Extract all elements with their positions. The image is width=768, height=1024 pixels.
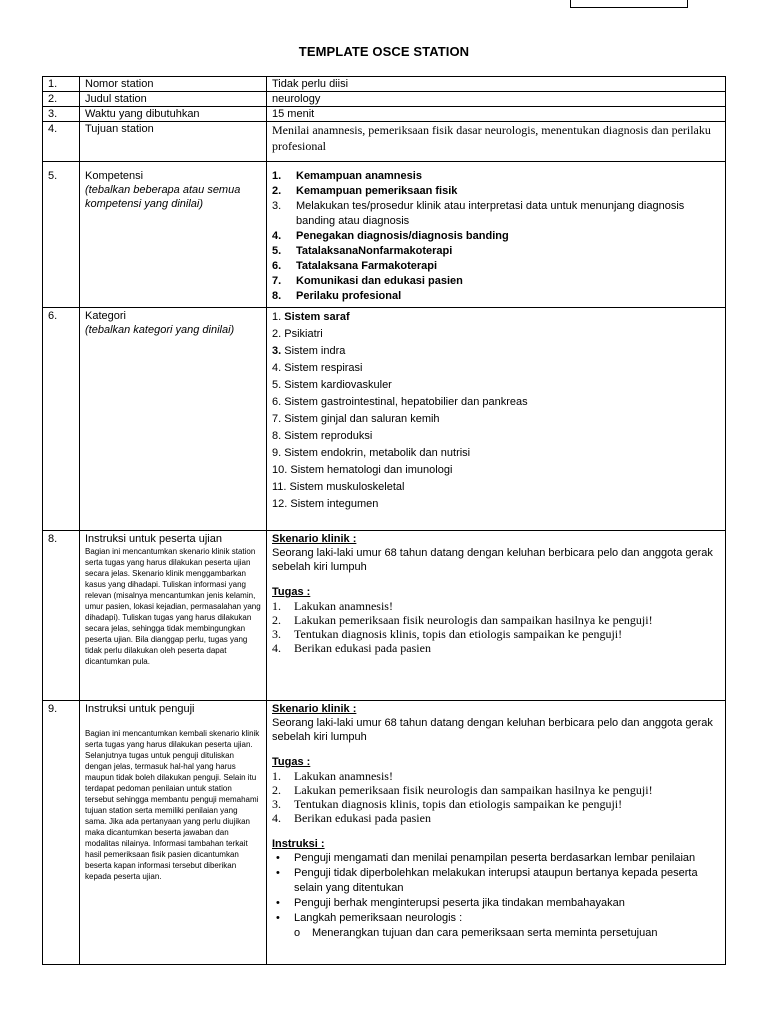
skenario-text: Seorang laki-laki umur 68 tahun datang dengan keluhan berbicara pelo dan anggota gerak sebelah kiri lumpuh — [272, 717, 713, 743]
list-item: 10. Sistem hematologi dan imunologi — [272, 464, 453, 476]
list-item: 3. Tentukan diagnosis klinis, topis dan etiologis sampaikan ke penguji! — [272, 627, 623, 641]
skenario-text: Seorang laki-laki umur 68 tahun datang dengan keluhan berbicara pelo dan anggota gerak sebelah kiri lumpuh — [272, 547, 713, 573]
row-number: 3. — [43, 107, 80, 122]
row-label: Tujuan station — [80, 122, 267, 162]
instruksi-list — [272, 851, 720, 926]
instruksi-sub-list — [272, 926, 720, 941]
tugas-heading: Tugas : — [272, 586, 311, 598]
list-item: 3. Melakukan tes/prosedur klinik atau interpretasi data untuk menunjang diagnosis banding atau diagnosis — [272, 200, 685, 227]
list-item: 9. Sistem endokrin, metabolik dan nutrisi — [272, 447, 471, 459]
row-label: Nomor station — [80, 77, 267, 92]
bullet-icon: • — [276, 852, 280, 864]
instruksi-heading: Instruksi : — [272, 838, 325, 850]
tugas-list — [272, 769, 720, 825]
list-item: 4. Berikan edukasi pada pasien — [272, 641, 431, 655]
list-item: • Penguji tidak diperbolehkan melakukan interupsi ataupun bertanya kepada peserta selain yang ditentukan — [276, 867, 698, 894]
page-corner-box — [570, 0, 688, 8]
list-item: 4. Sistem respirasi — [272, 362, 363, 374]
row-value: Tidak perlu diisi — [267, 77, 726, 92]
row-label: Judul station — [80, 92, 267, 107]
list-item: 1. Lakukan anamnesis! — [272, 769, 393, 783]
list-item: 1. Lakukan anamnesis! — [272, 599, 393, 613]
list-item: 2. Lakukan pemeriksaan fisik neurologis dan sampaikan hasilnya ke penguji! — [272, 783, 653, 797]
row-value: Menilai anamnesis, pemeriksaan fisik dasar neurologis, menentukan diagnosis dan perilaku profesional — [267, 122, 726, 162]
list-item: 4. Penegakan diagnosis/diagnosis banding — [272, 230, 509, 242]
row-number: 2. — [43, 92, 80, 107]
row-label: Kompetensi — [85, 170, 144, 182]
circle-bullet-icon: o — [294, 927, 301, 939]
tugas-list — [272, 599, 720, 655]
list-item: 12. Sistem integumen — [272, 498, 379, 510]
list-item: o Menerangkan tujuan dan cara pemeriksaan serta meminta persetujuan — [294, 927, 658, 939]
list-item: 2. Kemampuan pemeriksaan fisik — [272, 185, 458, 197]
list-item: 5. Sistem kardiovaskuler — [272, 379, 392, 391]
list-item: 7. Komunikasi dan edukasi pasien — [272, 275, 463, 287]
row-description: Bagian ini mencantumkan kembali skenario klinik serta tugas yang harus dilakukan peserta ujian. Selanjutnya tugas untuk penguji dituliskan dengan jelas, termasuk hal-hal yang harus maupun tidak boleh dilakukan penguji. Selain itu terdapat pedoman penilaian untuk station tersebut sehingga membantu penguji memahami tujuan station serta memiliki penilaian yang sama. Jika ada pertanyaan yang perlu diujikan maka dicantumkan beserta jawaban dan modalitas nilainya. Informasi tambahan terkait hasil pemeriksaan fisik pasien dicantumkan beserta kapan informasi tersebut diberikan kepada peserta ujian. — [85, 729, 260, 881]
row-description: Bagian ini mencantumkan skenario klinik station serta tugas yang harus dilakukan peserta ujian secara jelas. Skenario klinik menggambarkan kasus yang dihadapi. Tuliskan informasi yang relevan (misalnya mencantumkan jenis kelamin, umur pasien, lokasi kejadian, permasalahan yang dihadapi). Tuliskan tugas yang harus dilakukan secara jelas, sehingga tidak membingungkan peserta ujian. Bila dianggap perlu, tugas yang tidak perlu dilakukan oleh peserta dapat dicantumkan pula. — [85, 547, 261, 666]
row-sublabel: (tebalkan beberapa atau semua kompetensi yang dinilai) — [85, 184, 241, 210]
table-row-kompetensi — [43, 162, 726, 308]
row-value: neurology — [267, 92, 726, 107]
list-item: 6. Tatalaksana Farmakoterapi — [272, 260, 438, 272]
row-label: Kategori — [85, 310, 126, 322]
row-label: Instruksi untuk peserta ujian — [85, 533, 222, 545]
page-title: TEMPLATE OSCE STATION — [298, 44, 470, 59]
table-row-nomor-station — [43, 77, 726, 92]
row-value: 15 menit — [267, 107, 726, 122]
list-item: 1. Kemampuan anamnesis — [272, 170, 422, 182]
row-label: Instruksi untuk penguji — [85, 703, 195, 715]
list-item: • Penguji berhak menginterupsi peserta jika tindakan membahayakan — [276, 897, 625, 909]
tugas-heading: Tugas : — [272, 756, 311, 768]
row-number: 6. — [43, 308, 80, 531]
kategori-list — [272, 309, 720, 513]
row-number: 9. — [43, 701, 80, 965]
list-item: • Langkah pemeriksaan neurologis : — [276, 912, 463, 924]
kompetensi-list — [272, 169, 720, 304]
list-item: 11. Sistem muskuloskeletal — [272, 481, 405, 493]
list-item: 8. Perilaku profesional — [272, 290, 402, 302]
row-number: 5. — [43, 162, 80, 308]
row-sublabel: (tebalkan kategori yang dinilai) — [85, 324, 235, 336]
row-number: 4. — [43, 122, 80, 162]
table-row-tujuan — [43, 122, 726, 162]
list-item: • Penguji mengamati dan menilai penampilan peserta berdasarkan lembar penilaian — [276, 852, 696, 864]
list-item: 4. Berikan edukasi pada pasien — [272, 811, 431, 825]
list-item: 7. Sistem ginjal dan saluran kemih — [272, 413, 440, 425]
list-item: 1. Sistem saraf — [272, 311, 350, 323]
osce-table — [42, 76, 726, 965]
bullet-icon: • — [276, 867, 280, 879]
skenario-heading: Skenario klinik : — [272, 703, 357, 715]
list-item: 6. Sistem gastrointestinal, hepatobilier dan pankreas — [272, 396, 528, 408]
bullet-icon: • — [276, 897, 280, 909]
list-item: 3. Sistem indra — [272, 345, 346, 357]
row-label: Waktu yang dibutuhkan — [80, 107, 267, 122]
table-row-judul-station — [43, 92, 726, 107]
list-item: 3. Tentukan diagnosis klinis, topis dan etiologis sampaikan ke penguji! — [272, 797, 623, 811]
list-item: 2. Psikiatri — [272, 328, 323, 340]
table-row-instruksi-penguji — [43, 701, 726, 965]
row-number: 8. — [43, 531, 80, 701]
table-row-instruksi-peserta — [43, 531, 726, 701]
list-item: 2. Lakukan pemeriksaan fisik neurologis dan sampaikan hasilnya ke penguji! — [272, 613, 653, 627]
bullet-icon: • — [276, 912, 280, 924]
table-row-kategori — [43, 308, 726, 531]
list-item: 8. Sistem reproduksi — [272, 430, 373, 442]
table-row-waktu — [43, 107, 726, 122]
list-item: 5. TatalaksanaNonfarmakoterapi — [272, 245, 453, 257]
skenario-heading: Skenario klinik : — [272, 533, 357, 545]
row-number: 1. — [43, 77, 80, 92]
